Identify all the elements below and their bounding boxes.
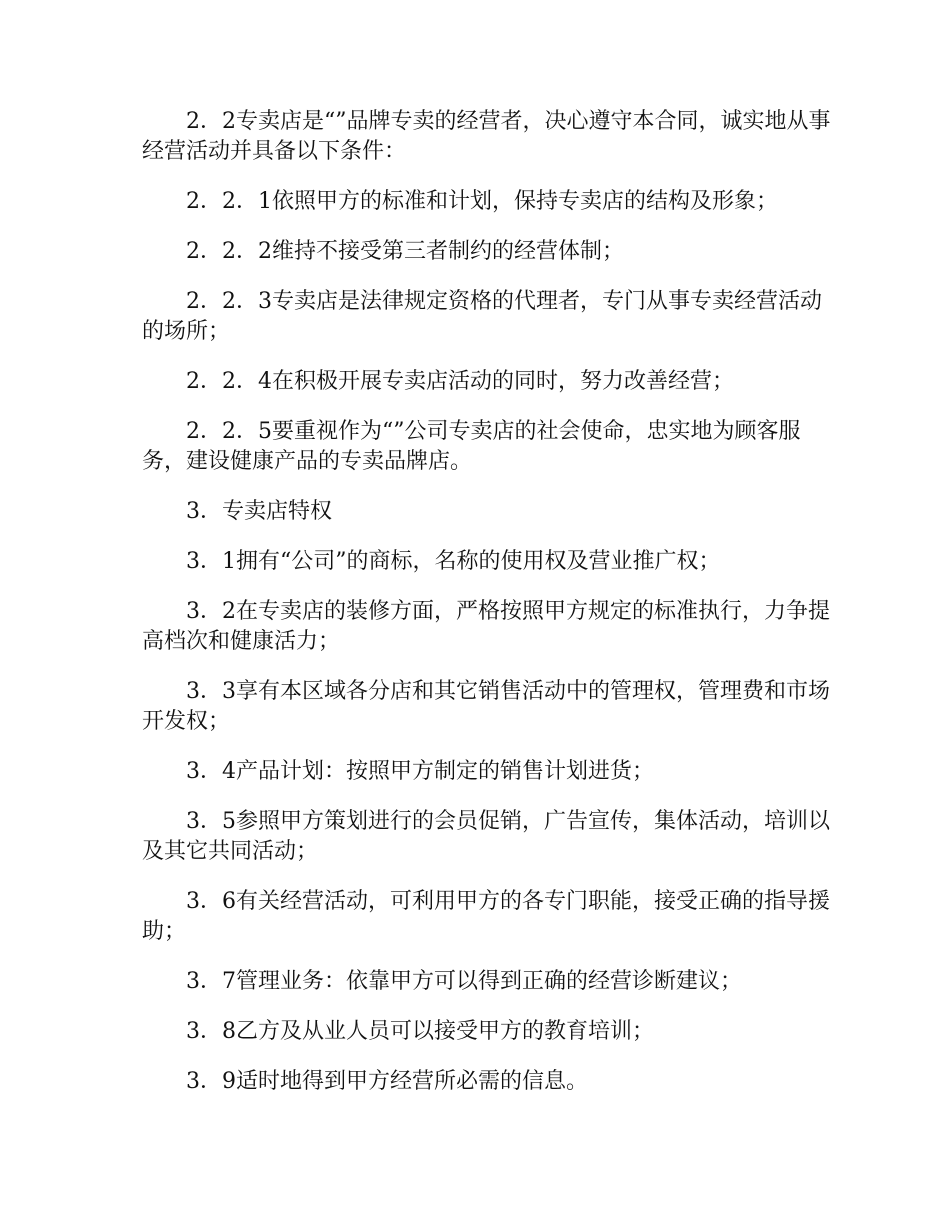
paragraph-3-7: 3．7管理业务：依靠甲方可以得到正确的经营诊断建议； — [186, 969, 742, 994]
paragraph-2-2-5: 2．2．5要重视作为“”公司专卖店的社会使命，忠实地为顾客服务，建设健康产品的专卖品牌店。 — [142, 419, 801, 474]
paragraph-3-4: 3．4产品计划：按照甲方制定的销售计划进货； — [186, 759, 654, 784]
paragraph-2-2-4: 2．2．4在积极开展专卖店活动的同时，努力改善经营； — [186, 369, 734, 394]
paragraph-3-5: 3．5参照甲方策划进行的会员促销，广告宣传，集体活动，培训以及其它共同活动； — [142, 809, 830, 864]
paragraph-2-2-1: 2．2．1依照甲方的标准和计划，保持专卖店的结构及形象； — [186, 189, 778, 214]
paragraph-2-2-2: 2．2．2维持不接受第三者制约的经营体制； — [186, 239, 624, 264]
section-heading-3: 3．专卖店特权 — [186, 499, 332, 524]
paragraph-3-2: 3．2在专卖店的装修方面，严格按照甲方规定的标准执行，力争提高档次和健康活力； — [142, 599, 830, 654]
paragraph-2-2-3: 2．2．3专卖店是法律规定资格的代理者，专门从事专卖经营活动的场所； — [142, 289, 822, 344]
paragraph-2-2: 2．2专卖店是“”品牌专卖的经营者，决心遵守本合同，诚实地从事经营活动并具备以下条件： — [142, 109, 831, 164]
paragraph-3-9: 3．9适时地得到甲方经营所必需的信息。 — [186, 1069, 588, 1094]
paragraph-3-1: 3．1拥有“公司”的商标，名称的使用权及营业推广权； — [186, 549, 721, 574]
paragraph-3-3: 3．3享有本区域各分店和其它销售活动中的管理权，管理费和市场开发权； — [142, 679, 830, 734]
paragraph-3-6: 3．6有关经营活动，可利用甲方的各专门职能，接受正确的指导援助； — [142, 889, 830, 944]
document-body — [142, 107, 832, 1117]
paragraph-3-8: 3．8乙方及从业人员可以接受甲方的教育培训； — [186, 1019, 654, 1044]
